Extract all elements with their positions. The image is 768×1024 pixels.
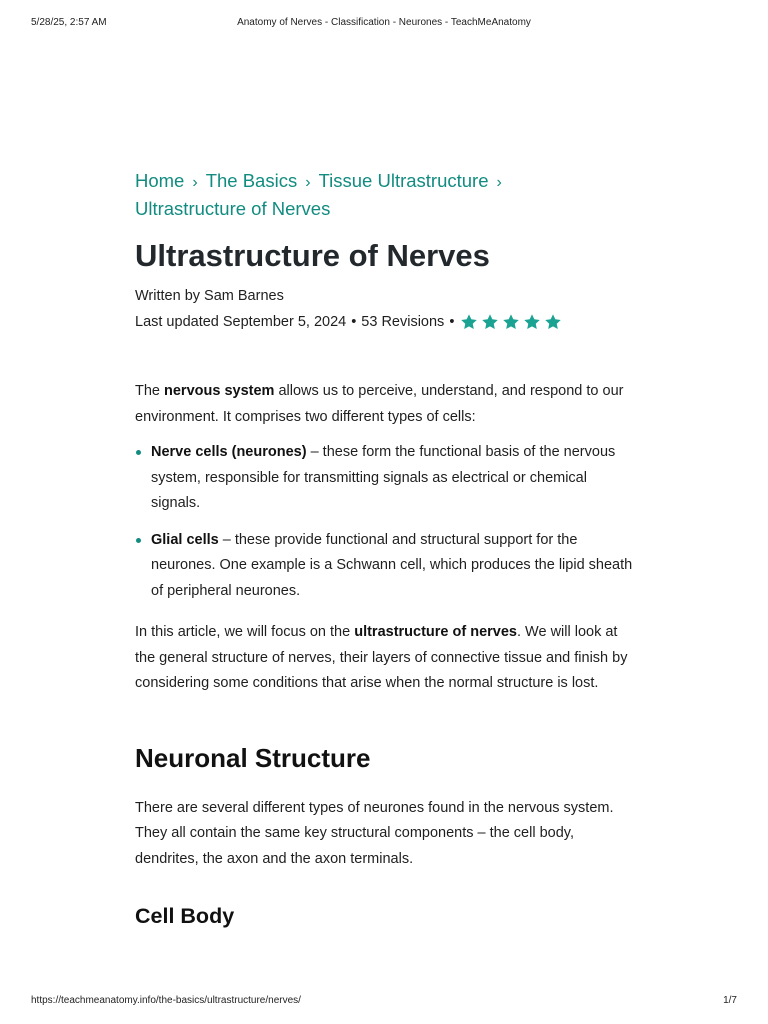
neuronal-structure-paragraph: There are several different types of neurones found in the nervous system. They all contain the same key structural components – the cell body, dendrites, the axon and the axon terminals. bbox=[135, 799, 614, 867]
chevron-right-icon: › bbox=[305, 174, 311, 191]
cell-types-list bbox=[135, 440, 635, 604]
subheading-cell-body: Cell Body bbox=[135, 904, 235, 928]
chevron-right-icon: › bbox=[192, 174, 198, 191]
star-icon[interactable] bbox=[460, 313, 478, 331]
glial-cells-term: Glial cells bbox=[151, 531, 219, 548]
chevron-right-icon: › bbox=[496, 174, 502, 191]
bullet-icon bbox=[136, 538, 141, 543]
page-title: Ultrastructure of Nerves bbox=[135, 238, 490, 273]
print-footer bbox=[0, 995, 768, 1009]
nervous-system-term: nervous system bbox=[164, 383, 275, 399]
article-content bbox=[135, 168, 635, 930]
print-url: https://teachmeanatomy.info/the-basics/ultrastructure/nerves/ bbox=[31, 995, 301, 1006]
ultrastructure-term: ultrastructure of nerves bbox=[354, 624, 517, 640]
breadcrumb-ultrastructure-of-nerves[interactable]: Ultrastructure of Nerves bbox=[135, 197, 331, 219]
article-meta bbox=[135, 312, 635, 332]
print-header bbox=[0, 17, 768, 31]
bullet-icon bbox=[136, 450, 141, 455]
star-icon[interactable] bbox=[523, 313, 541, 331]
list-item: Nerve cells (neurones) – these form the functional basis of the nervous system, responsible for transmitting signals as electrical or chemical signals. bbox=[135, 440, 635, 517]
breadcrumb-the-basics[interactable]: The Basics bbox=[205, 170, 298, 191]
breadcrumb bbox=[135, 168, 635, 221]
page-number: 1/7 bbox=[723, 995, 737, 1006]
focus-paragraph: In this article, we will focus on the ultrastructure of nerves. We will look at the general structure of nerves, their layers of connective tissue and finish by considering some conditions that arise when the normal structure is lost. bbox=[135, 624, 628, 691]
list-item: Glial cells – these provide functional and structural support for the neurones. One example is a Schwann cell, which produces the lipid sheath of peripheral neurones. bbox=[135, 528, 635, 605]
breadcrumb-tissue-ultrastructure[interactable]: Tissue Ultrastructure bbox=[318, 170, 489, 191]
revisions-link[interactable]: 53 Revisions bbox=[361, 314, 445, 330]
print-date: 5/28/25, 2:57 AM bbox=[31, 17, 107, 28]
last-updated: Last updated September 5, 2024 bbox=[135, 314, 347, 330]
star-icon[interactable] bbox=[544, 313, 562, 331]
star-icon[interactable] bbox=[481, 313, 499, 331]
intro-paragraph: The nervous system allows us to perceive, understand, and respond to our environment. It comprises two different types of cells: bbox=[135, 383, 624, 425]
nerve-cells-term: Nerve cells (neurones) bbox=[151, 444, 307, 460]
star-icon[interactable] bbox=[502, 313, 520, 331]
author-byline: Written by Sam Barnes bbox=[135, 288, 284, 304]
meta-separator: • bbox=[449, 314, 455, 330]
star-rating[interactable] bbox=[460, 313, 562, 331]
meta-separator: • bbox=[351, 314, 357, 330]
print-page-title: Anatomy of Nerves - Classification - Neurones - TeachMeAnatomy bbox=[237, 17, 531, 28]
section-heading-neuronal-structure: Neuronal Structure bbox=[135, 742, 371, 773]
breadcrumb-home[interactable]: Home bbox=[135, 170, 185, 191]
